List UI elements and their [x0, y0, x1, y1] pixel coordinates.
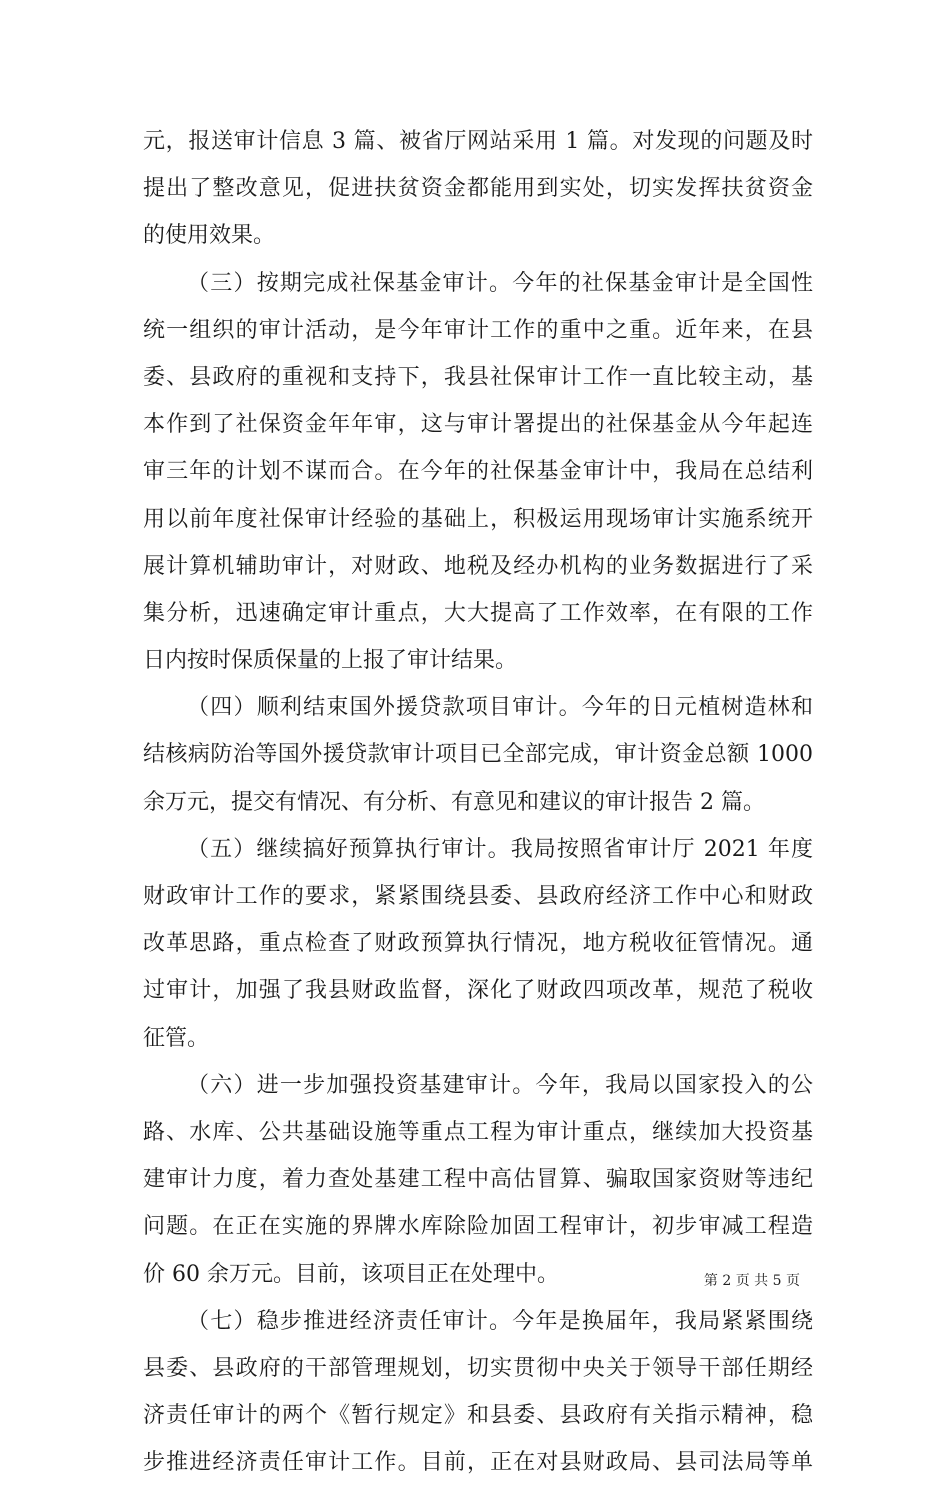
text-line: 委、县政府的重视和支持下，我县社保审计工作一直比较主动，基	[143, 364, 813, 390]
text-line: 结核病防治等国外援贷款审计项目已全部完成，审计资金总额 1000	[143, 742, 813, 768]
page-number: 第 2 页 共 5 页	[703, 1273, 800, 1289]
text-line: 的使用效果。	[143, 223, 276, 249]
text-line: （三）按期完成社保基金审计。今年的社保基金审计是全国性	[187, 270, 813, 296]
text-line: 县委、县政府的干部管理规划，切实贯彻中央关于领导干部任期经	[143, 1355, 813, 1381]
text-line: 改革思路，重点检查了财政预算执行情况，地方税收征管情况。通	[143, 931, 813, 957]
text-line: 提出了整改意见，促进扶贫资金都能用到实处，切实发挥扶贫资金	[143, 176, 813, 202]
text-line: 步推进经济责任审计工作。目前，正在对县财政局、县司法局等单	[143, 1450, 813, 1476]
text-line: （四）顺利结束国外援贷款项目审计。今年的日元植树造林和	[187, 695, 813, 721]
text-line: 统一组织的审计活动，是今年审计工作的重中之重。近年来，在县	[143, 317, 813, 343]
text-line: 本作到了社保资金年年审，这与审计署提出的社保基金从今年起连	[143, 412, 813, 438]
text-line: 集分析，迅速确定审计重点，大大提高了工作效率，在有限的工作	[143, 600, 813, 626]
text-line: 问题。在正在实施的界牌水库除险加固工程审计，初步审减工程造	[143, 1214, 813, 1240]
text-line: 济责任审计的两个《暂行规定》和县委、县政府有关指示精神，稳	[143, 1403, 813, 1429]
text-line: （五）继续搞好预算执行审计。我局按照省审计厅 2021 年度	[187, 836, 813, 862]
text-line: 财政审计工作的要求，紧紧围绕县委、县政府经济工作中心和财政	[143, 884, 813, 909]
text-line: 路、水库、公共基础设施等重点工程为审计重点，继续加大投资基	[143, 1119, 813, 1145]
text-line: （七）稳步推进经济责任审计。今年是换届年，我局紧紧围绕	[187, 1308, 813, 1334]
text-line: 元，报送审计信息 3 篇、被省厅网站采用 1 篇。对发现的问题及时	[143, 129, 813, 154]
text-line: 审三年的计划不谋而合。在今年的社保基金审计中，我局在总结利	[143, 459, 813, 485]
text-line: 征管。	[143, 1025, 210, 1051]
text-line: 建审计力度，着力查处基建工程中高估冒算、骗取国家资财等违纪	[143, 1167, 813, 1193]
text-line: 过审计，加强了我县财政监督，深化了财政四项改革，规范了税收	[143, 978, 813, 1004]
text-line: 日内按时保质保量的上报了审计结果。	[143, 648, 518, 674]
text-line: 价 60 余万元。目前，该项目正在处理中。	[143, 1261, 559, 1287]
text-line: 展计算机辅助审计，对财政、地税及经办机构的业务数据进行了采	[143, 553, 813, 579]
text-line: 余万元，提交有情况、有分析、有意见和建议的审计报告 2 篇。	[143, 789, 765, 815]
text-line: （六）进一步加强投资基建审计。今年，我局以国家投入的公	[187, 1072, 813, 1098]
text-line: 用以前年度社保审计经验的基础上，积极运用现场审计实施系统开	[143, 506, 813, 532]
